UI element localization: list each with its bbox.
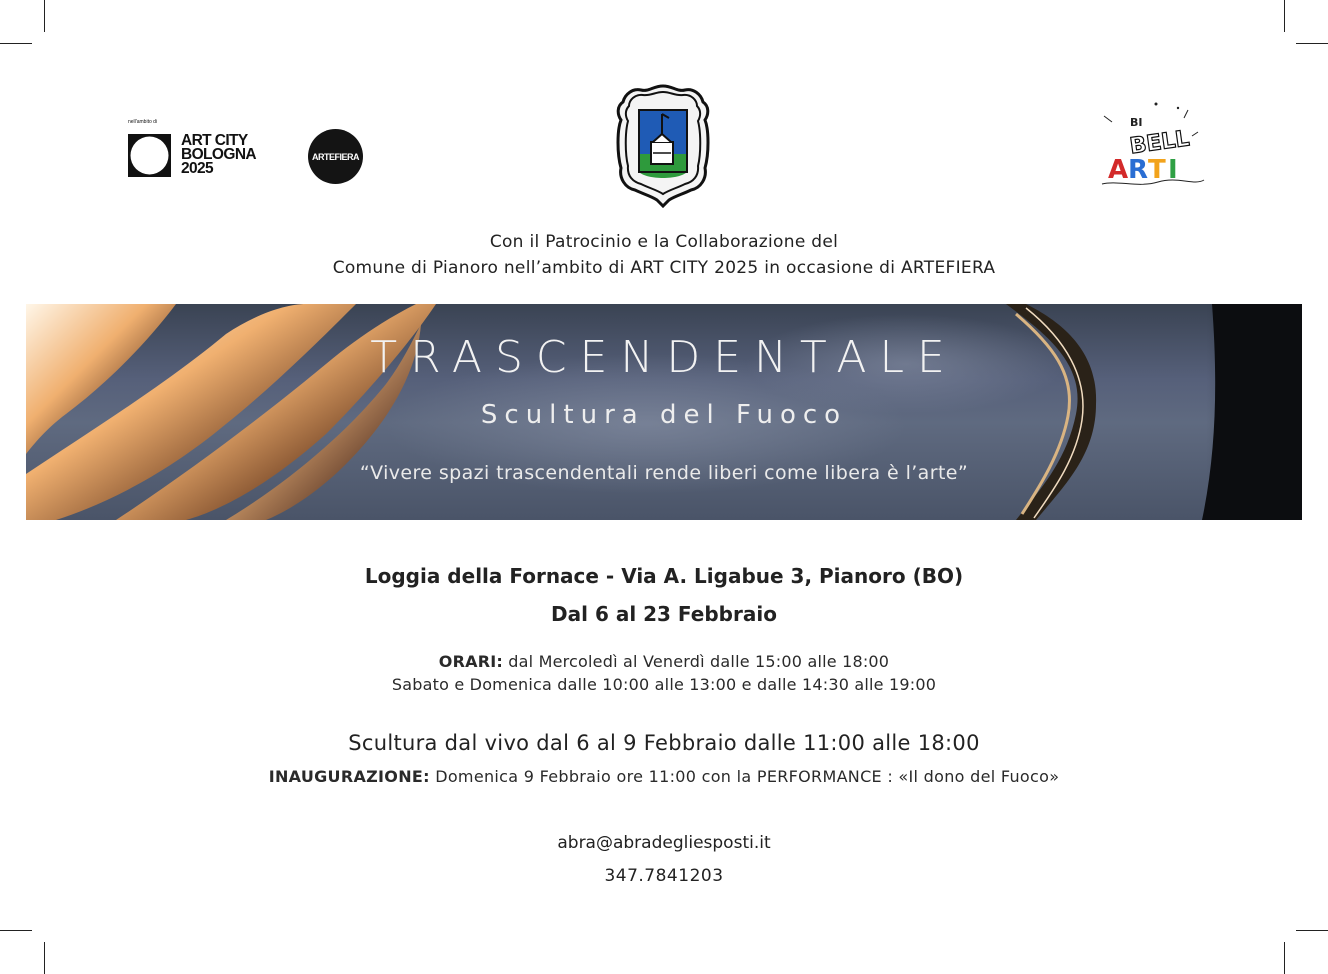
inauguration-info [0, 767, 1328, 786]
crop-mark [1284, 0, 1285, 32]
svg-text:T: T [1148, 155, 1166, 185]
inauguration-text: Domenica 9 Febbraio ore 11:00 con la PERFORMANCE : «Il dono del Fuoco» [435, 767, 1060, 786]
venue-address: Loggia della Fornace - Via A. Ligabue 3, Pianoro (BO) [364, 564, 964, 588]
live-sculpture-info: Scultura dal vivo dal 6 al 9 Febbraio dalle 11:00 alle 18:00 [348, 731, 980, 755]
crop-mark [1296, 930, 1328, 931]
crop-mark [1296, 43, 1328, 44]
svg-text:BELL: BELL [1128, 126, 1191, 160]
svg-text:BI: BI [1130, 116, 1143, 129]
hours-label: ORARI: [438, 652, 503, 671]
patronage-line: Comune di Pianoro nell’ambito di ART CITY 2025 in occasione di ARTEFIERA [332, 258, 996, 278]
belle-arti-logo-icon [1098, 96, 1208, 198]
banner-title: TRASCENDENTALE [370, 332, 958, 383]
crop-mark [0, 930, 32, 931]
crop-mark [1284, 942, 1285, 974]
artcity-caption: nell'ambito di [128, 119, 158, 125]
banner-quote: “Vivere spazi trascendentali rende liberi come libera è l’arte” [359, 462, 969, 484]
artcity-line: BOLOGNA [181, 146, 257, 163]
svg-text:I: I [1168, 155, 1178, 185]
artcity-line: ART CITY [181, 132, 248, 149]
contact-phone[interactable]: 347.7841203 [604, 866, 724, 886]
contact-email[interactable]: abra@abradegliesposti.it [557, 833, 771, 853]
svg-text:R: R [1128, 155, 1149, 185]
artcity-logo [181, 134, 256, 176]
patronage-line: Con il Patrocinio e la Collaborazione del [489, 232, 839, 252]
opening-hours-line [0, 652, 1328, 671]
pianoro-crest-icon [615, 84, 711, 208]
inauguration-label: INAUGURAZIONE: [268, 767, 430, 786]
opening-hours-line: Sabato e Domenica dalle 10:00 alle 13:00 e dalle 14:30 alle 19:00 [391, 675, 937, 694]
event-dates: Dal 6 al 23 Febbraio [551, 602, 777, 626]
hours-text: dal Mercoledì al Venerdì dalle 15:00 alle 18:00 [508, 652, 890, 671]
artefiera-logo: ARTEFIERA [308, 129, 363, 184]
crop-mark [44, 0, 45, 32]
artcity-logo-icon [128, 134, 171, 177]
svg-text:A: A [1108, 155, 1129, 185]
artcity-line: 2025 [181, 160, 214, 177]
banner-subtitle: Scultura del Fuoco [480, 400, 848, 430]
crop-mark [44, 942, 45, 974]
crop-mark [0, 43, 32, 44]
